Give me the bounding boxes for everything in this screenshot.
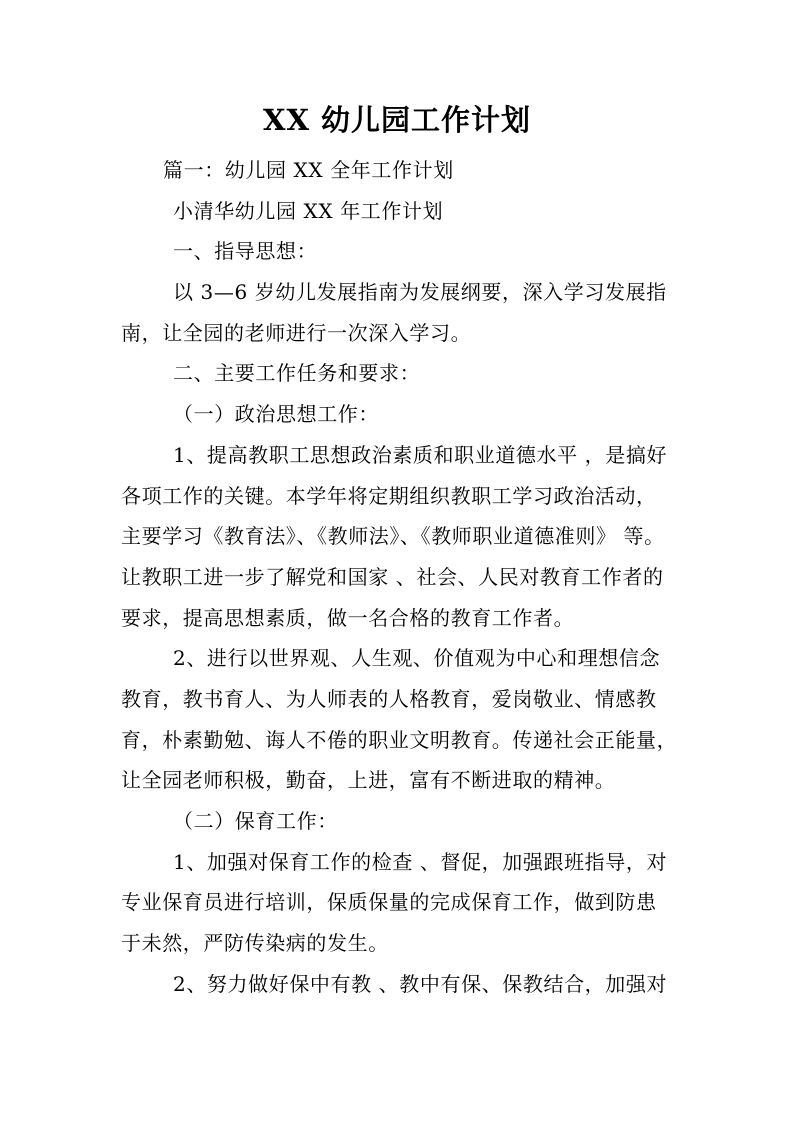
plan-subtitle: 小清华幼儿园 XX 年工作计划 (173, 198, 444, 223)
document-title: XX 幼儿园工作计划 (262, 103, 532, 137)
section-heading: 一、指导思想： (173, 239, 318, 264)
document-body (121, 150, 681, 1004)
paragraph-line: 于未然，严防传染病的发生。 (121, 931, 389, 956)
paragraph-line: 以 3—6 岁幼儿发展指南为发展纲要，深入学习发展指 (173, 280, 667, 305)
paragraph-line: 1、提高教职工思想政治素质和职业道德水平 ，是搞好 (173, 442, 668, 467)
paragraph-line: 2、进行以世界观、人生观、价值观为中心和理想信念 (173, 646, 661, 671)
paragraph-line: 让教职工进一步了解党和国家 、社会、人民对教育工作者的 (121, 564, 664, 589)
paragraph-line: 各项工作的关键。本学年将定期组织教职工学习政治活动， (121, 483, 657, 508)
paragraph-line: 育，朴素勤勉、诲人不倦的职业文明教育。传递社会正能量， (121, 727, 678, 752)
subsection-heading: （一）政治思想工作： (173, 402, 379, 427)
paragraph-line: 南，让全园的老师进行一次深入学习。 (121, 320, 472, 345)
paragraph-line: 1、加强对保育工作的检查 、督促，加强跟班指导，对 (173, 849, 668, 874)
subsection-heading: （二）保育工作： (173, 809, 338, 833)
paragraph-line: 教育，教书育人、为人师表的人格教育，爱岗敬业、情感教 (121, 686, 657, 711)
paragraph-line: 要求，提高思想素质，做一名合格的教育工作者。 (121, 605, 575, 630)
section-heading: 二、主要工作任务和要求： (173, 361, 421, 386)
paragraph-line: 主要学习《教育法》、《教师法》、《教师职业道德准则》 等。 (121, 524, 665, 549)
paragraph-line: 让全园老师积极，勤奋，上进，富有不断进取的精神。 (121, 768, 616, 793)
paragraph-line: 2、努力做好保中有教 、教中有保、保教结合，加强对 (173, 971, 668, 996)
section-heading: 篇一：幼儿园 XX 全年工作计划 (163, 158, 454, 182)
paragraph-line: 专业保育员进行培训，保质保量的完成保育工作，做到防患 (121, 890, 657, 915)
